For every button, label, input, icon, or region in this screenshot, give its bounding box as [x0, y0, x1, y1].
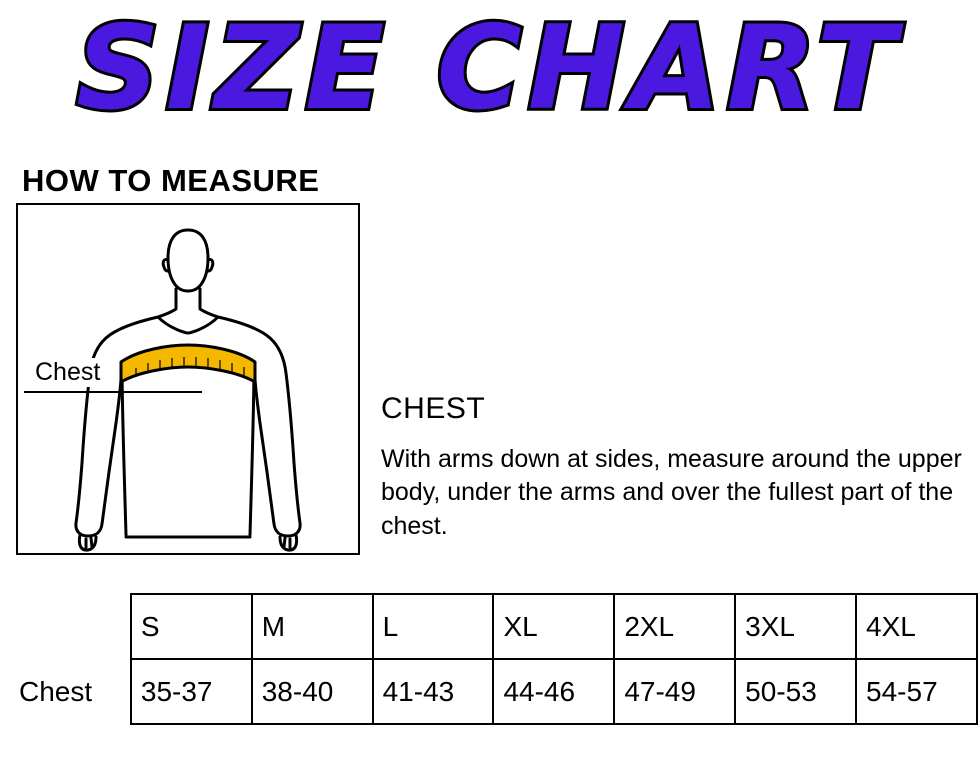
table-row	[10, 659, 977, 724]
table-header-2xl: 2XL	[614, 594, 735, 659]
table-header-m: M	[252, 594, 373, 659]
table-header-l: L	[373, 594, 494, 659]
table-cell-chest-2xl: 47-49	[614, 659, 735, 724]
measurement-description	[381, 392, 971, 543]
table-header-row	[10, 594, 977, 659]
table-corner-cell	[10, 594, 131, 659]
table-cell-chest-s: 35-37	[131, 659, 252, 724]
table-cell-chest-m: 38-40	[252, 659, 373, 724]
table-cell-chest-3xl: 50-53	[735, 659, 856, 724]
table-cell-chest-4xl: 54-57	[856, 659, 977, 724]
tape-measure-icon	[121, 345, 255, 382]
table-header-xl: XL	[493, 594, 614, 659]
table-header-3xl: 3XL	[735, 594, 856, 659]
table-header-4xl: 4XL	[856, 594, 977, 659]
table-row-label-chest: Chest	[19, 675, 93, 707]
table-cell-chest-l: 41-43	[373, 659, 494, 724]
table-cell-chest-xl: 44-46	[493, 659, 614, 724]
section-heading-how-to-measure: HOW TO MEASURE	[22, 163, 320, 198]
callout-label-chest: Chest	[35, 358, 101, 386]
size-chart-table	[10, 593, 978, 725]
description-title: CHEST	[381, 392, 486, 425]
table-header-s: S	[131, 594, 252, 659]
page-title: SIZE CHART	[76, 1, 902, 136]
callout-leader-line	[24, 391, 202, 393]
description-body: With arms down at sides, measure around the upper body, under the arms and over the fullest part of the chest.	[381, 445, 962, 540]
